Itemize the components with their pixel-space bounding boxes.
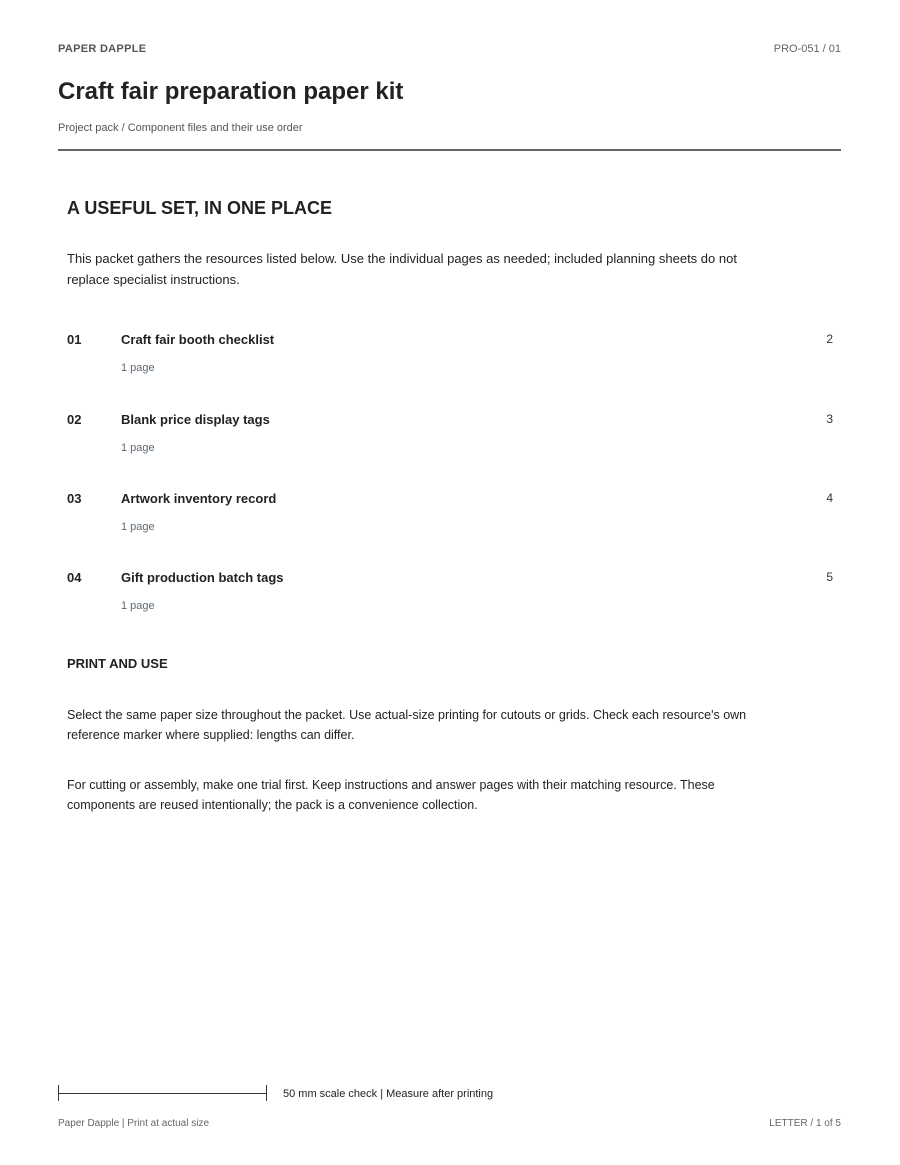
- brand-name: PAPER DAPPLE: [58, 43, 147, 55]
- intro-heading: A USEFUL SET, IN ONE PLACE: [67, 198, 333, 218]
- item-title: Craft fair booth checklist: [121, 332, 275, 347]
- item-number: 01: [67, 332, 82, 347]
- list-item: [67, 412, 833, 472]
- header-divider: [58, 149, 841, 151]
- print-use-paragraph: Select the same paper size throughout the packet. Use actual-size printing for cutouts or grids. Check each resource's own reference marker where supplied: lengths can differ.: [67, 708, 747, 742]
- item-page-count: 1 page: [121, 600, 155, 612]
- item-page-number: 4: [826, 491, 833, 505]
- item-number: 02: [67, 412, 82, 427]
- scale-bar-line: [58, 1093, 267, 1094]
- item-title: Blank price display tags: [121, 412, 270, 427]
- page-subtitle: Project pack / Component files and their use order: [58, 122, 303, 134]
- list-item: [67, 332, 833, 392]
- item-page-number: 3: [826, 412, 833, 426]
- page-title: Craft fair preparation paper kit: [58, 78, 404, 105]
- item-page-number: 2: [826, 332, 833, 346]
- footer-page-info: LETTER / 1 of 5: [769, 1118, 841, 1129]
- print-use-paragraph: For cutting or assembly, make one trial first. Keep instructions and answer pages with their matching resource. These components are reused intentionally; the pack is a convenience collection.: [67, 778, 715, 812]
- scale-bar-right-tick: [266, 1085, 267, 1101]
- intro-text: This packet gathers the resources listed below. Use the individual pages as needed; included planning sheets do not replace specialist instructions.: [67, 251, 737, 287]
- item-page-count: 1 page: [121, 362, 155, 374]
- print-use-heading: PRINT AND USE: [67, 656, 168, 671]
- scale-bar: [58, 1085, 267, 1101]
- list-item: [67, 491, 833, 551]
- item-title: Artwork inventory record: [121, 491, 277, 506]
- item-number: 03: [67, 491, 82, 506]
- item-page-count: 1 page: [121, 521, 155, 533]
- document-code: PRO-051 / 01: [773, 43, 841, 55]
- item-title: Gift production batch tags: [121, 570, 284, 585]
- list-item: [67, 570, 833, 630]
- item-page-count: 1 page: [121, 442, 155, 454]
- item-page-number: 5: [826, 570, 833, 584]
- item-number: 04: [67, 570, 82, 585]
- scale-check-label: 50 mm scale check | Measure after printing: [283, 1088, 494, 1100]
- footer-note: Paper Dapple | Print at actual size: [58, 1118, 210, 1129]
